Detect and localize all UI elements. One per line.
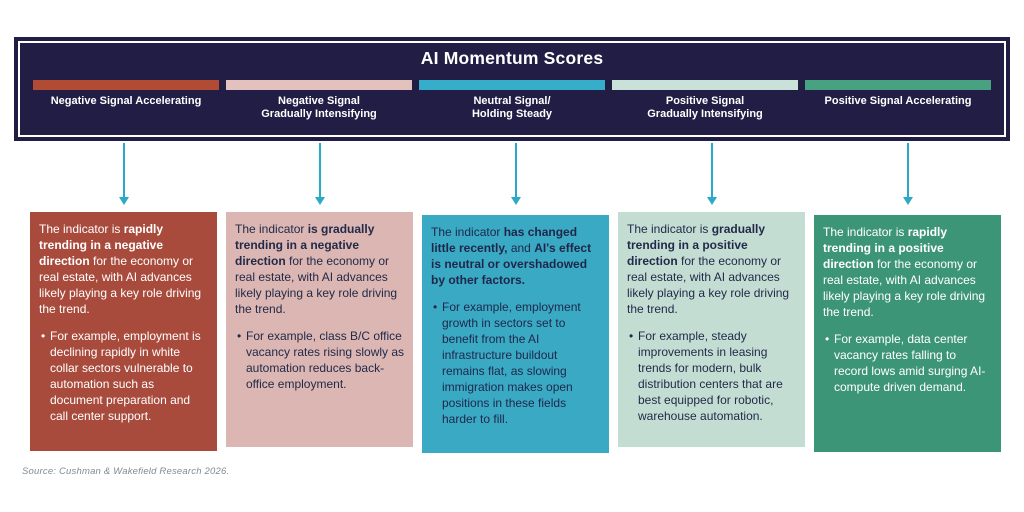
legend-color-bar bbox=[612, 80, 798, 90]
lead-segment: The indicator bbox=[431, 225, 504, 239]
legend-label: Neutral Signal/ Holding Steady bbox=[471, 95, 553, 120]
lead-segment: for the economy or real estate, with AI advances likely playing a key role driving the trend. bbox=[235, 254, 398, 316]
arrow-line bbox=[711, 143, 713, 197]
lead-segment: and bbox=[507, 241, 535, 255]
box-bullet bbox=[431, 299, 601, 427]
category-box-negative-signal-accelerating bbox=[30, 212, 217, 451]
down-arrow-neutral-signal-holding-steady bbox=[422, 143, 609, 207]
lead-bold-segment: has changed little recently, bbox=[431, 225, 578, 255]
legend-color-bar bbox=[805, 80, 991, 90]
arrow-line bbox=[123, 143, 125, 197]
lead-bold-segment: rapidly trending in a positive direction bbox=[823, 225, 948, 271]
arrow-head-icon bbox=[119, 197, 129, 205]
box-lead-text bbox=[627, 221, 797, 317]
bullet-text: For example, employment growth in sectors set to benefit from the AI infrastructure buildout remains flat, as slowing immigration makes open positions in these fields harder to fill. bbox=[442, 300, 581, 426]
legend-item-negative-signal-gradually-intensifying bbox=[226, 80, 412, 121]
legend-item-negative-signal-accelerating bbox=[33, 80, 219, 121]
bullet-dot: • bbox=[433, 300, 438, 314]
lead-bold-segment: is gradually trending in a negative direction bbox=[235, 222, 375, 268]
source-note: Source: Cushman & Wakefield Research 2026. bbox=[22, 466, 230, 477]
legend-row bbox=[18, 80, 1006, 121]
category-box-positive-signal-accelerating bbox=[814, 215, 1001, 452]
box-lead-text bbox=[823, 224, 993, 320]
arrow-head-icon bbox=[903, 197, 913, 205]
legend-label: Positive Signal Gradually Intensifying bbox=[647, 95, 763, 120]
arrow-line bbox=[319, 143, 321, 197]
legend-item-neutral-signal-holding-steady bbox=[419, 80, 605, 121]
category-box-neutral-signal-holding-steady bbox=[422, 215, 609, 453]
lead-segment: The indicator bbox=[235, 222, 308, 236]
category-boxes-row bbox=[30, 212, 1001, 453]
arrow-line bbox=[515, 143, 517, 197]
lead-segment: The indicator is bbox=[39, 222, 124, 236]
legend-label: Negative Signal Gradually Intensifying bbox=[261, 95, 377, 120]
arrow-head-icon bbox=[707, 197, 717, 205]
lead-bold-segment: AI's effect is neutral or overshadowed by other factors. bbox=[431, 241, 592, 287]
lead-segment: The indicator is bbox=[823, 225, 908, 239]
category-box-positive-signal-gradually-intensifying bbox=[618, 212, 805, 447]
page-title: AI Momentum Scores bbox=[420, 48, 604, 68]
box-lead-text bbox=[39, 221, 209, 317]
header-banner bbox=[14, 37, 1010, 141]
category-box-negative-signal-gradually-intensifying bbox=[226, 212, 413, 447]
box-bullet bbox=[627, 328, 797, 424]
legend-label: Negative Signal Accelerating bbox=[50, 95, 202, 107]
box-bullet bbox=[235, 328, 405, 392]
legend-color-bar bbox=[226, 80, 412, 90]
lead-segment: for the economy or real estate, with AI advances likely playing a key role driving the trend. bbox=[823, 257, 986, 319]
arrow-line bbox=[907, 143, 909, 197]
box-lead-text bbox=[431, 224, 601, 288]
box-bullet bbox=[39, 328, 209, 424]
down-arrow-positive-signal-gradually-intensifying bbox=[618, 143, 805, 207]
bullet-text: For example, data center vacancy rates falling to record lows amid surging AI-compute driven demand. bbox=[834, 332, 986, 394]
legend-item-positive-signal-accelerating bbox=[805, 80, 991, 121]
bullet-text: For example, steady improvements in leasing trends for modern, bulk distribution centers that are best equipped for robotic, warehouse automation. bbox=[638, 329, 783, 423]
lead-segment: The indicator is bbox=[627, 222, 712, 236]
box-bullet bbox=[823, 331, 993, 395]
bullet-dot: • bbox=[237, 329, 242, 343]
legend-color-bar bbox=[419, 80, 605, 90]
down-arrow-negative-signal-gradually-intensifying bbox=[226, 143, 413, 207]
down-arrow-positive-signal-accelerating bbox=[814, 143, 1001, 207]
lead-bold-segment: rapidly trending in a negative direction bbox=[39, 222, 164, 268]
down-arrow-negative-signal-accelerating bbox=[30, 143, 217, 207]
box-lead-text bbox=[235, 221, 405, 317]
bullet-dot: • bbox=[825, 332, 830, 346]
lead-segment: for the economy or real estate, with AI advances likely playing a key role driving the trend. bbox=[39, 254, 202, 316]
arrows-row bbox=[30, 143, 1001, 207]
arrow-head-icon bbox=[511, 197, 521, 205]
legend-label: Positive Signal Accelerating bbox=[824, 95, 972, 107]
bullet-dot: • bbox=[629, 329, 634, 343]
bullet-dot: • bbox=[41, 329, 46, 343]
bullet-text: For example, employment is declining rapidly in white collar sectors vulnerable to automation such as document preparation and call center support. bbox=[50, 329, 201, 423]
legend-color-bar bbox=[33, 80, 219, 90]
arrow-head-icon bbox=[315, 197, 325, 205]
legend-item-positive-signal-gradually-intensifying bbox=[612, 80, 798, 121]
lead-segment: for the economy or real estate, with AI advances likely playing a key role driving the trend. bbox=[627, 254, 790, 316]
bullet-text: For example, class B/C office vacancy rates rising slowly as automation reduces back-office employment. bbox=[246, 329, 405, 391]
lead-bold-segment: gradually trending in a positive direction bbox=[627, 222, 766, 268]
